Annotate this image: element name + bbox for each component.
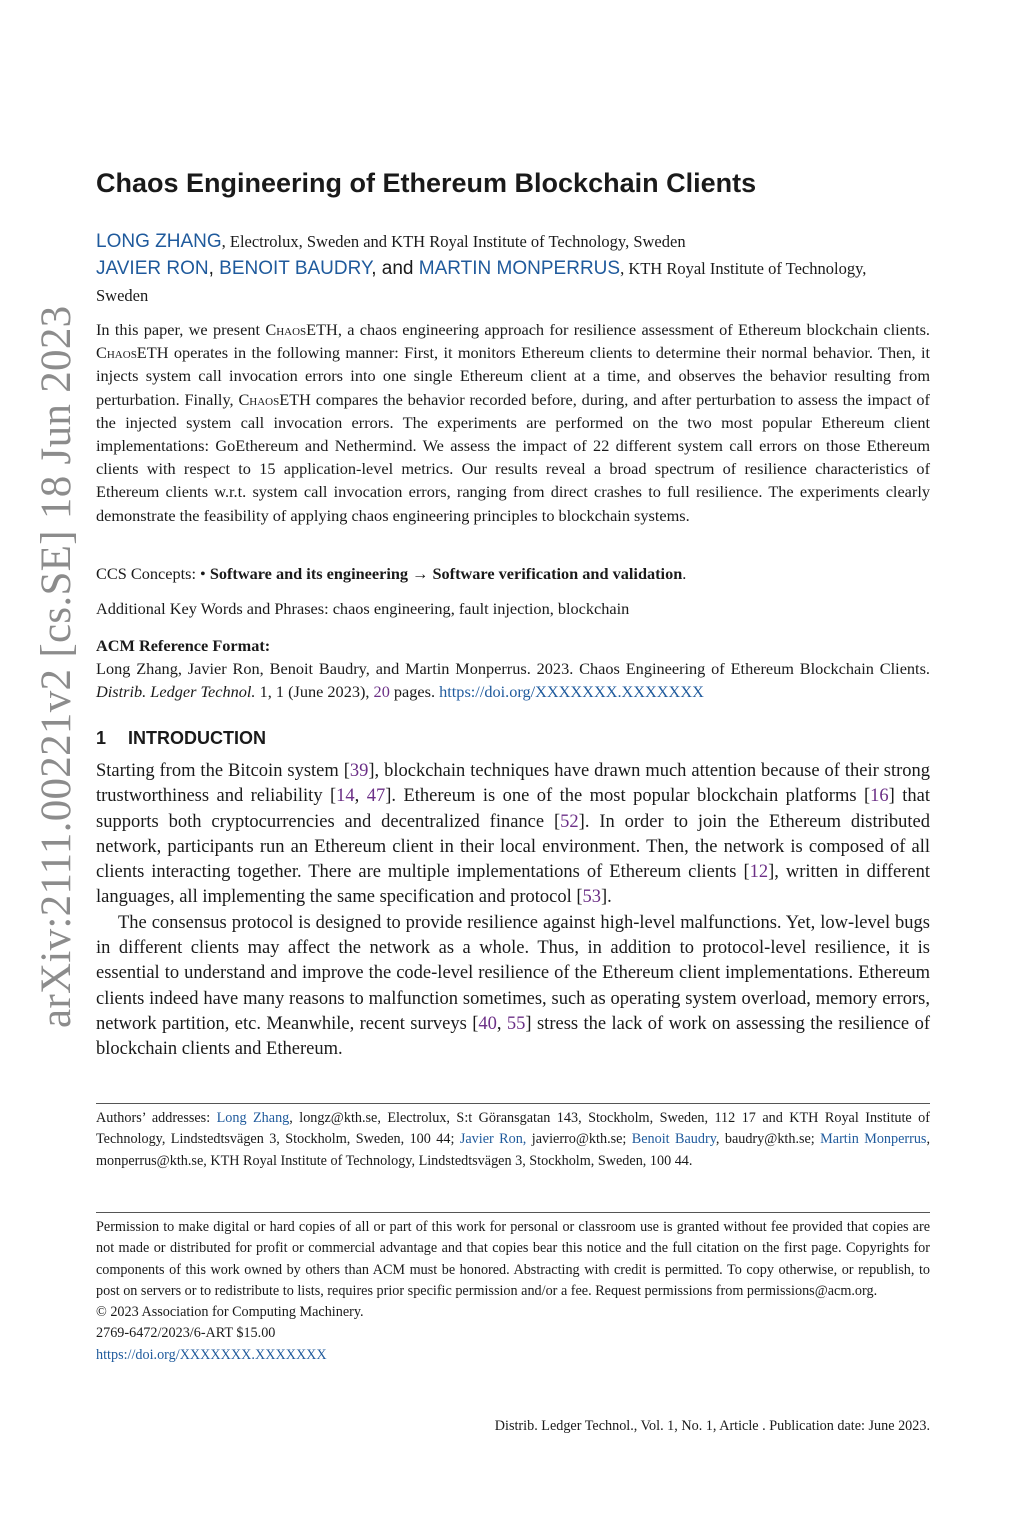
chaoseth-name: ChaosETH — [265, 320, 338, 339]
issn-line: 2769-6472/2023/6-ART $15.00 — [96, 1325, 276, 1342]
author-line-2: JAVIER RON, BENOIT BAUDRY, and MARTIN MONPERRUS, KTH Royal Institute of Technology, — [96, 258, 867, 279]
affiliation-1: , Electrolux, Sweden and KTH Royal Institute of Technology, Sweden — [221, 232, 686, 251]
ccs-concept: Software and its engineering — [209, 564, 409, 583]
author-benoit-baudry[interactable]: BENOIT BAUDRY — [219, 258, 372, 279]
acm-reference-text: Long Zhang, Javier Ron, Benoit Baudry, and Martin Monperrus. 2023. Chaos Engineering of Ethereum Blockchain Clients. Distrib. Ledger Technol. 1, 1 (June 2023), 20 pages. https://doi.org/XXXXXXX.XXXXXXX — [96, 659, 930, 701]
section-title: INTRODUCTION — [128, 728, 266, 748]
introduction-body — [96, 759, 930, 1063]
citation-link[interactable]: 53 — [582, 887, 602, 908]
intro-paragraph-2: The consensus protocol is designed to provide resilience against high-level malfunctions. Yet, low-level bugs in different clients may affect the network as a whole. Thus, in addition to protocol-level resilience, it is essential to understand and improve the code-level resilience of the Ethereum client implementations. Ethereum clients indeed have many reasons to malfunction sometimes, such as operating system overload, memory errors, network partition, etc. Meanwhile, recent surveys [40, 55] stress the lack of work on assessing the resilience of blockchain clients and Ethereum. — [96, 912, 930, 1060]
citation-link[interactable]: 55 — [506, 1013, 526, 1034]
footnote-divider — [96, 1103, 930, 1104]
abstract: In this paper, we present ChaosETH, a chaos engineering approach for resilience assessment of Ethereum blockchain clients. ChaosETH operates in the following manner: First, it monitors Ethereum clients to determine their normal behavior. Then, it injects system call invocation errors into one single Ethereum client at a time, and observes the behavior resulting from perturbation. Finally, ChaosETH compares the behavior recorded before, during, and after perturbation to assess the impact of the injected system call invocation errors. The experiments are performed on the two most popular Ethereum client implementations: GoEthereum and Nethermind. We assess the impact of 22 different system call errors on those Ethereum clients with respect to 15 application-level metrics. Our results reveal a broad spectrum of resilience characteristics of Ethereum clients w.r.t. system call invocation errors, ranging from direct crashes to full resilience. The experiments clearly demonstrate the feasibility of applying chaos engineering principles to blockchain systems. — [96, 320, 930, 525]
arxiv-identifier: arXiv:2111.00221v2 [cs.SE] 18 Jun 2023 — [33, 305, 80, 1028]
citation-link[interactable]: 12 — [749, 862, 769, 883]
permission-notice: Permission to make digital or hard copies of all or part of this work for personal or classroom use is granted without fee provided that copies are not made or distributed for profit or commercial advantage and that copies bear this notice and the full citation on the first page. Copyrights for components of this work owned by others than ACM must be honored. Abstracting with credit is permitted. To copy otherwise, or republish, to post on servers or to redistribute to lists, requires prior specific permission and/or a fee. Request permissions from permissions@acm.org. — [96, 1219, 930, 1299]
ccs-subconcept: Software verification and validation — [432, 564, 683, 583]
ccs-concepts: CCS Concepts: • Software and its engineering → Software verification and validation. — [96, 564, 687, 583]
author-addresses: Authors’ addresses: Long Zhang, longz@kth.se, Electrolux, S:t Göransgatan 143, Stockholm, Sweden, 112 17 and KTH Royal Institute of Technology, Lindstedtsvägen 3, Stockholm, Sweden, 100 44; Javier Ron, javierro@kth.se; Benoit Baudry, baudry@kth.se; Martin Monperrus, monperrus@kth.se, KTH Royal Institute of Technology, Lindstedtsvägen 3, Stockholm, Sweden, 100 44. — [96, 1110, 931, 1169]
permission-divider — [96, 1212, 930, 1213]
page-count-link[interactable]: 20 — [373, 682, 390, 701]
affiliation-2-cont: Sweden — [96, 286, 149, 305]
author-martin-monperrus[interactable]: MARTIN MONPERRUS — [418, 258, 621, 279]
page-footer: Distrib. Ledger Technol., Vol. 1, No. 1, Article . Publication date: June 2023. — [494, 1418, 930, 1434]
author-link-martin-monperrus[interactable]: Martin Monperrus — [820, 1131, 927, 1148]
citation-link[interactable]: 52 — [560, 811, 579, 832]
citation-link[interactable]: 47 — [366, 786, 386, 807]
author-link-long-zhang[interactable]: Long Zhang — [216, 1110, 290, 1126]
journal-name: Distrib. Ledger Technol. — [96, 682, 256, 701]
author-javier-ron[interactable]: JAVIER RON — [96, 258, 209, 279]
citation-link[interactable]: 14 — [336, 786, 355, 807]
permission-block — [96, 1217, 930, 1366]
doi-link[interactable]: https://doi.org/XXXXXXX.XXXXXXX — [439, 682, 704, 701]
author-line-1 — [96, 228, 930, 255]
acm-reference — [96, 634, 930, 703]
section-number: 1 — [96, 728, 107, 748]
chaoseth-name: ChaosETH — [96, 343, 169, 363]
copyright-line: © 2023 Association for Computing Machinery. — [96, 1304, 364, 1321]
citation-link[interactable]: 40 — [478, 1013, 497, 1034]
author-link-javier-ron[interactable]: Javier Ron, — [459, 1131, 527, 1148]
keywords: Additional Key Words and Phrases: chaos engineering, fault injection, blockchain — [96, 599, 630, 618]
doi-link[interactable]: https://doi.org/XXXXXXX.XXXXXXX — [96, 1346, 327, 1363]
acm-reference-heading: ACM Reference Format: — [96, 636, 271, 655]
paper-title: Chaos Engineering of Ethereum Blockchain Clients — [96, 168, 757, 198]
citation-link[interactable]: 16 — [870, 786, 889, 807]
author-block — [96, 228, 930, 309]
author-long-zhang[interactable]: LONG ZHANG — [96, 231, 222, 252]
section-heading-introduction — [96, 728, 266, 749]
intro-paragraph-1: Starting from the Bitcoin system [39], blockchain techniques have drawn much attention because of their strong trustworthiness and reliability [14, 47]. Ethereum is one of the most popular blockchain platforms [16] that supports both cryptocurrencies and decentralized finance [52]. In order to join the Ethereum distributed network, participants run an Ethereum client in their local environment. Then, the network is composed of all clients interacting together. There are multiple implementations of Ethereum clients [12], written in different languages, all implementing the same specification and protocol [53]. — [96, 761, 930, 908]
affiliation-2: , KTH Royal Institute of Technology, — [620, 259, 867, 278]
chaoseth-name: ChaosETH — [238, 389, 311, 409]
citation-link[interactable]: 39 — [349, 761, 369, 781]
author-link-benoit-baudry[interactable]: Benoit Baudry — [631, 1131, 716, 1148]
